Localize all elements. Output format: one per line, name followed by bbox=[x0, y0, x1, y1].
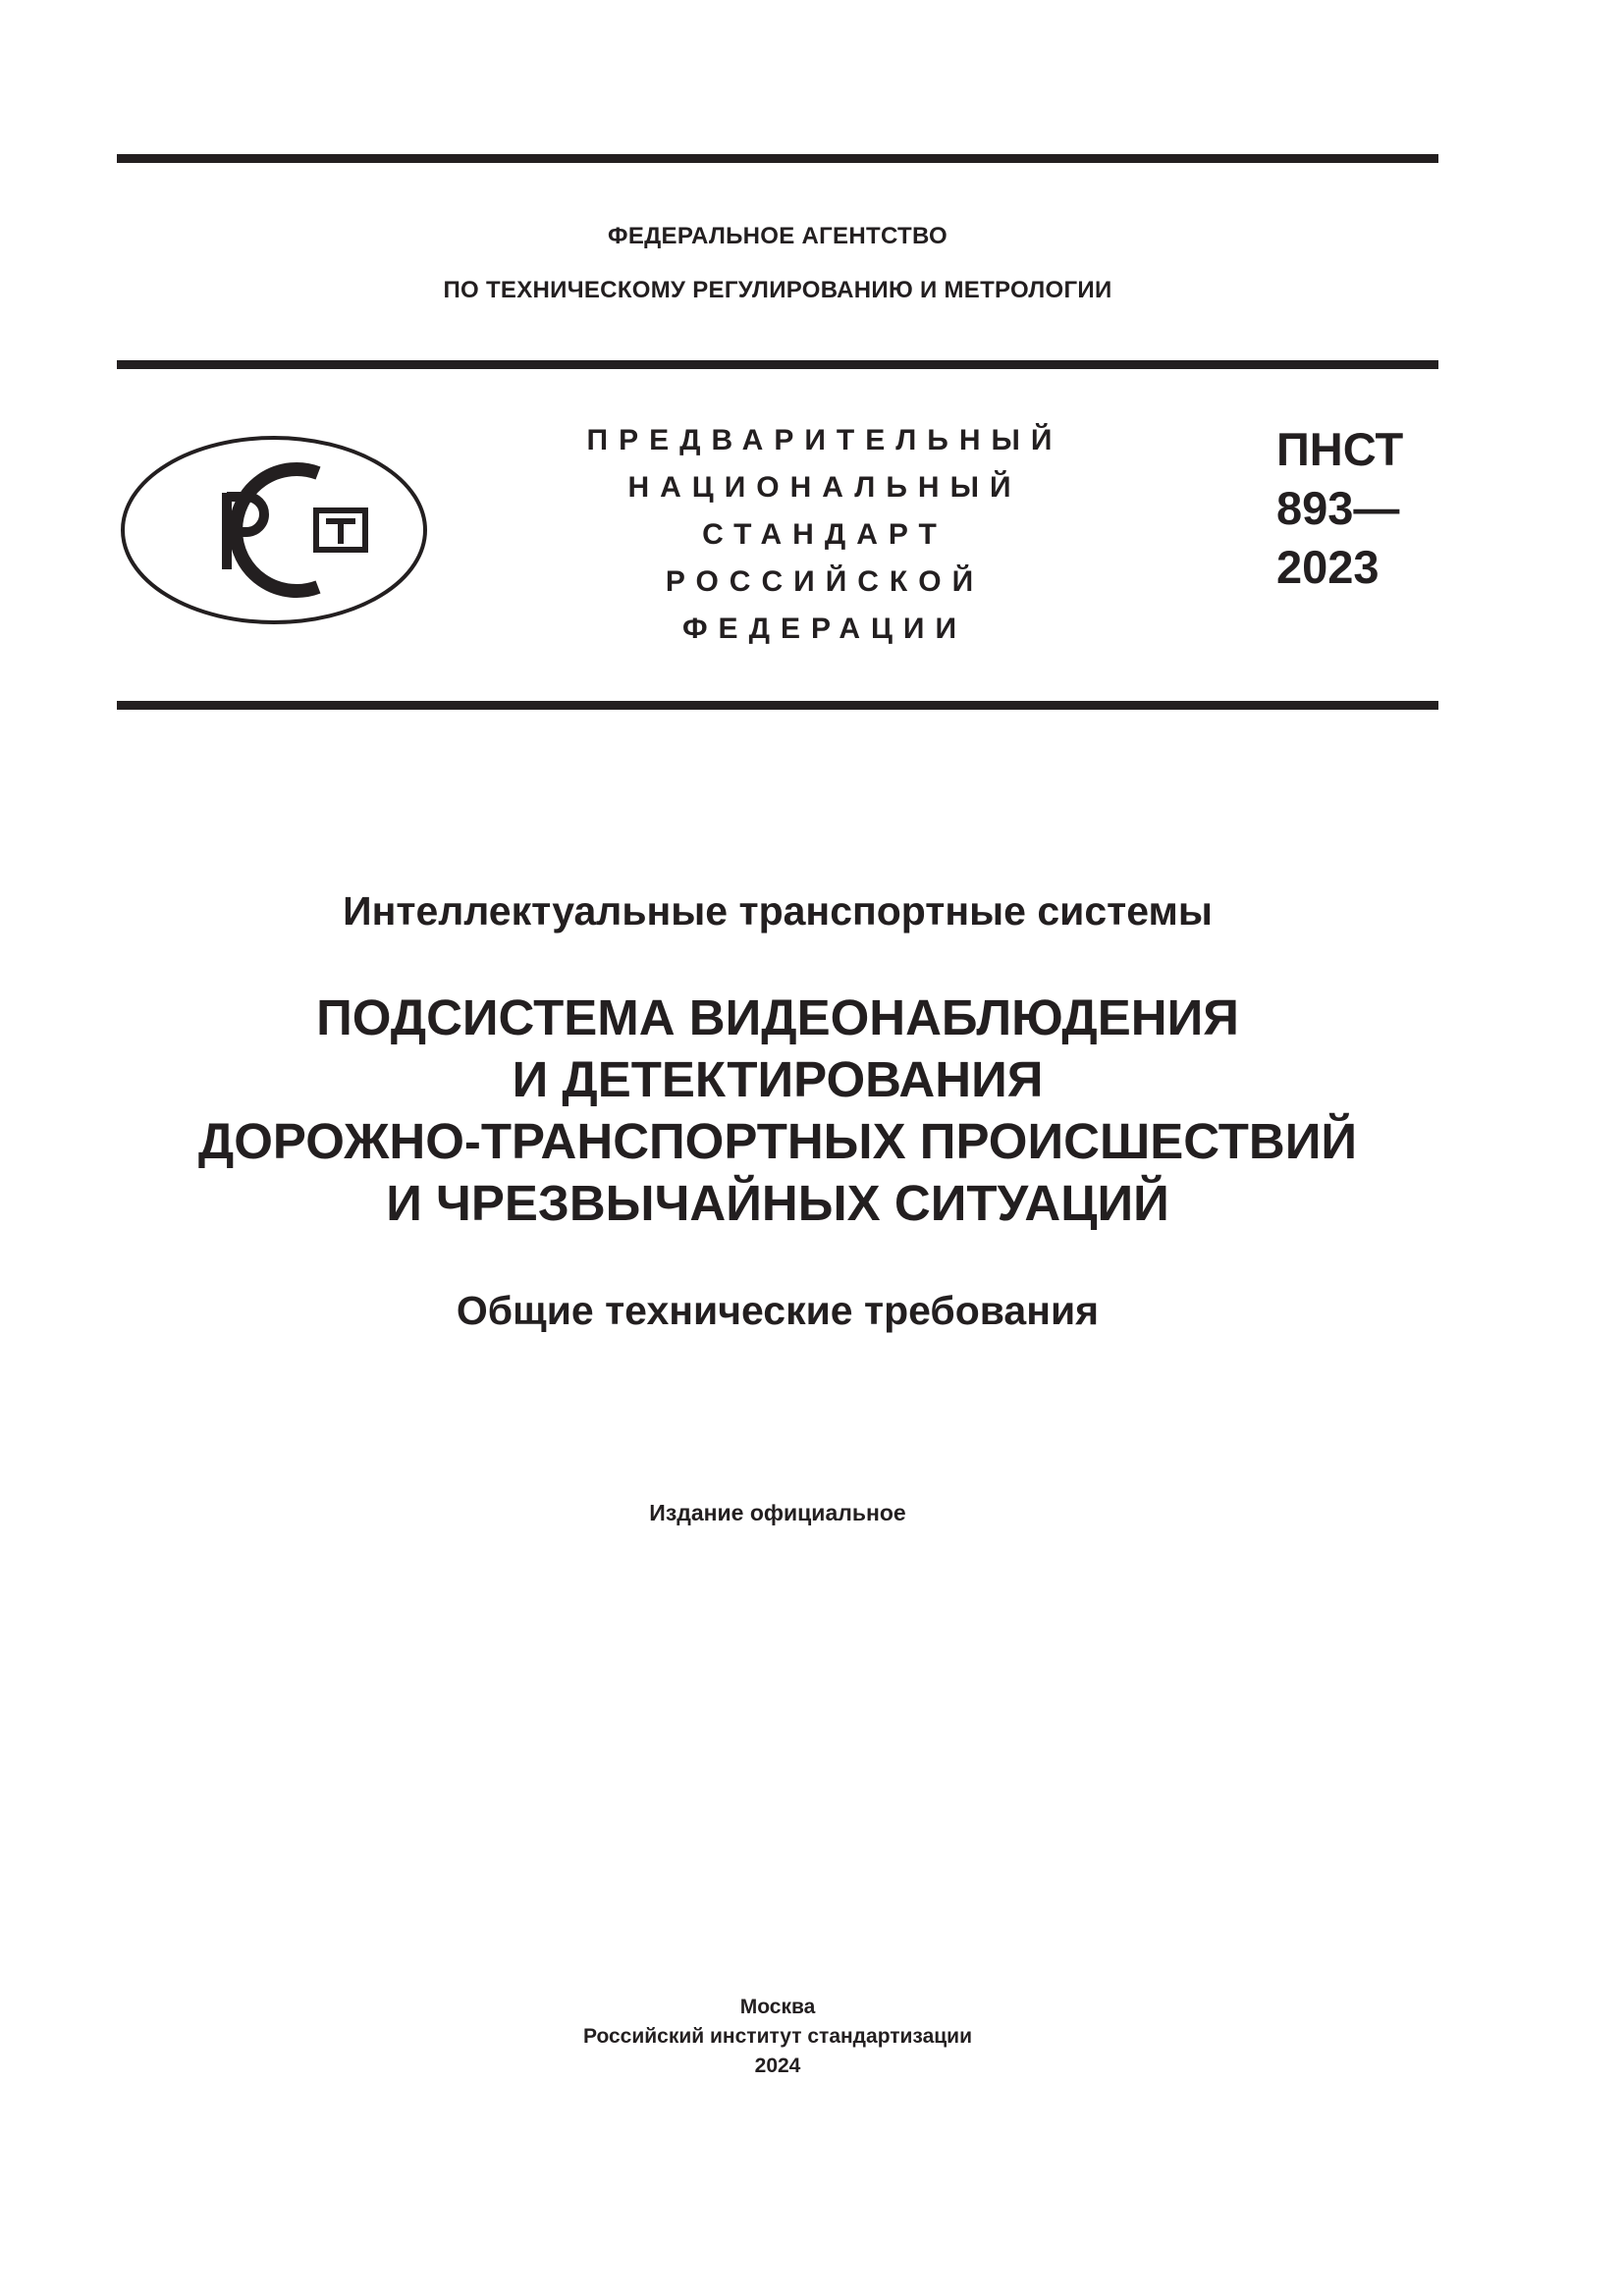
title-line: И ЧРЕЗВЫЧАЙНЫХ СИТУАЦИЙ bbox=[386, 1175, 1169, 1231]
standard-designation bbox=[1276, 420, 1403, 597]
footer-city: Москва bbox=[739, 1996, 816, 2018]
bottom-rule bbox=[117, 701, 1438, 710]
rst-gost-emblem-icon bbox=[117, 432, 431, 628]
title-line: ДОРОЖНО-ТРАНСПОРТНЫХ ПРОИСШЕСТВИЙ bbox=[197, 1113, 1358, 1169]
document-subtitle: Общие технические требования bbox=[456, 1288, 1100, 1333]
agency-name-line2: ПО ТЕХНИЧЕСКОМУ РЕГУЛИРОВАНИЮ И МЕТРОЛОГИИ bbox=[443, 277, 1112, 303]
standard-type-line: СТАНДАРТ bbox=[702, 518, 947, 551]
title-line: И ДЕТЕКТИРОВАНИЯ bbox=[512, 1051, 1044, 1107]
middle-rule bbox=[117, 360, 1438, 369]
standard-type-line: НАЦИОНАЛЬНЫЙ bbox=[627, 471, 1022, 504]
designation-year: 2023 bbox=[1276, 541, 1380, 593]
designation-prefix: ПНСТ bbox=[1276, 423, 1404, 475]
top-rule bbox=[117, 154, 1438, 163]
standard-type-block bbox=[550, 417, 1100, 653]
standard-type-line: ФЕДЕРАЦИИ bbox=[681, 613, 968, 645]
edition-note: Издание официальное bbox=[649, 1500, 906, 1525]
standard-type-line: ПРЕДВАРИТЕЛЬНЫЙ bbox=[586, 424, 1063, 456]
publisher-footer bbox=[117, 1993, 1438, 2081]
standard-type-line: РОССИЙСКОЙ bbox=[665, 565, 985, 598]
document-title bbox=[117, 987, 1438, 1234]
designation-number: 893— bbox=[1276, 482, 1400, 534]
footer-year: 2024 bbox=[754, 2055, 801, 2077]
agency-name-line1: ФЕДЕРАЛЬНОЕ АГЕНТСТВО bbox=[608, 223, 947, 249]
series-title: Интеллектуальные транспортные системы bbox=[343, 888, 1213, 934]
footer-publisher: Российский институт стандартизации bbox=[582, 2025, 973, 2048]
title-line: ПОДСИСТЕМА ВИДЕОНАБЛЮДЕНИЯ bbox=[316, 989, 1239, 1045]
